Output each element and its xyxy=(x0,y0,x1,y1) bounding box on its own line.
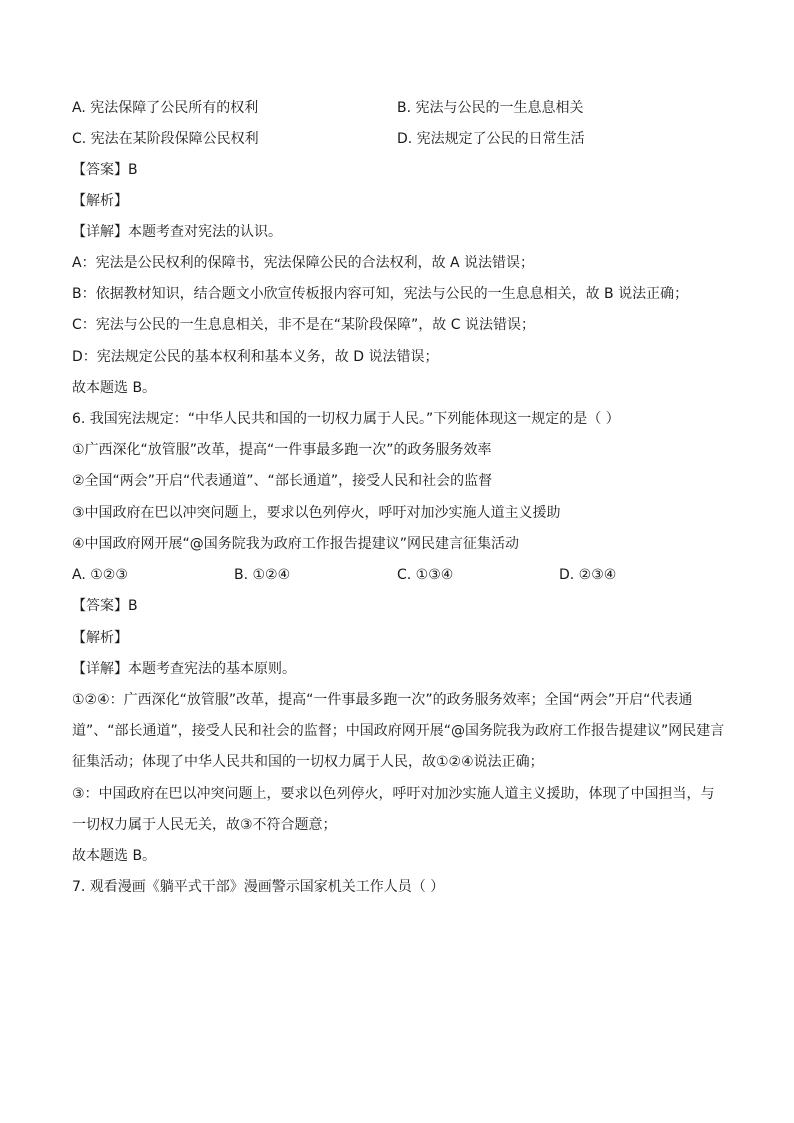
q6-analysis-label: 【解析】 xyxy=(72,630,128,646)
q6-item: ②全国“两会”开启“代表通道”、“部长通道”，接受人民和社会的监督 xyxy=(72,473,493,489)
q6-conclusion: 故本题选 B。 xyxy=(72,848,157,864)
q5-explanation: C：宪法与公民的一生息息相关，非不是在“某阶段保障”，故 C 说法错误； xyxy=(72,317,535,333)
q7-stem: 7. 观看漫画《躺平式干部》漫画警示国家机关工作人员（ ） xyxy=(72,879,445,895)
q5-detail: 【详解】本题考查对宪法的认识。 xyxy=(72,224,282,240)
q5-analysis-label: 【解析】 xyxy=(72,193,128,209)
q6-explanation: 一切权力属于人民无关，故③不符合题意； xyxy=(72,817,337,833)
q5-conclusion: 故本题选 B。 xyxy=(72,380,157,396)
q6-option-b: B. ①②④ xyxy=(234,567,291,583)
q6-option-c: C. ①③④ xyxy=(397,567,454,583)
q5-option-d: D. 宪法规定了公民的日常生活 xyxy=(397,131,585,147)
q6-explanation: 征集活动；体现了中华人民共和国的一切权力属于人民，故①②④说法正确； xyxy=(72,754,544,770)
q5-option-a: A. 宪法保障了公民所有的权利 xyxy=(72,100,259,116)
q5-explanation: D：宪法规定公民的基本权利和基本义务，故 D 说法错误； xyxy=(72,349,439,365)
q6-explanation: ③：中国政府在巴以冲突问题上，要求以色列停火，呼吁对加沙实施人道主义援助，体现了中国担当，与 xyxy=(72,786,715,802)
q6-stem: 6. 我国宪法规定：“中华人民共和国的一切权力属于人民。”下列能体现这一规定的是（ ） xyxy=(72,411,620,427)
q6-answer: 【答案】B xyxy=(72,598,138,614)
q5-explanation: A：宪法是公民权利的保障书，宪法保障公民的合法权利，故 A 说法错误； xyxy=(72,255,535,271)
q6-explanation: ①②④：广西深化“放管服”改革，提高“一件事最多跑一次”的政务服务效率；全国“两会”开启“代表通 xyxy=(72,692,693,708)
q6-option-d: D. ②③④ xyxy=(559,567,617,583)
q6-item: ④中国政府网开展“@国务院我为政府工作报告提建议”网民建言征集活动 xyxy=(72,536,520,552)
q5-option-c: C. 宪法在某阶段保障公民权利 xyxy=(72,131,259,147)
q5-explanation: B：依据教材知识，结合题文小欣宣传板报内容可知，宪法与公民的一生息息相关，故 B 说法正确； xyxy=(72,286,689,302)
q6-option-a: A. ①②③ xyxy=(72,567,128,583)
q6-explanation: 道”、“部长通道”，接受人民和社会的监督；中国政府网开展“@国务院我为政府工作报告提建议”网民建言 xyxy=(72,723,725,739)
q6-item: ③中国政府在巴以冲突问题上，要求以色列停火，呼吁对加沙实施人道主义援助 xyxy=(72,505,561,521)
q6-item: ①广西深化“放管服”改革，提高“一件事最多跑一次”的政务服务效率 xyxy=(72,442,492,458)
q5-option-b: B. 宪法与公民的一生息息相关 xyxy=(397,100,584,116)
q6-detail: 【详解】本题考查宪法的基本原则。 xyxy=(72,661,296,677)
q5-answer: 【答案】B xyxy=(72,162,138,178)
